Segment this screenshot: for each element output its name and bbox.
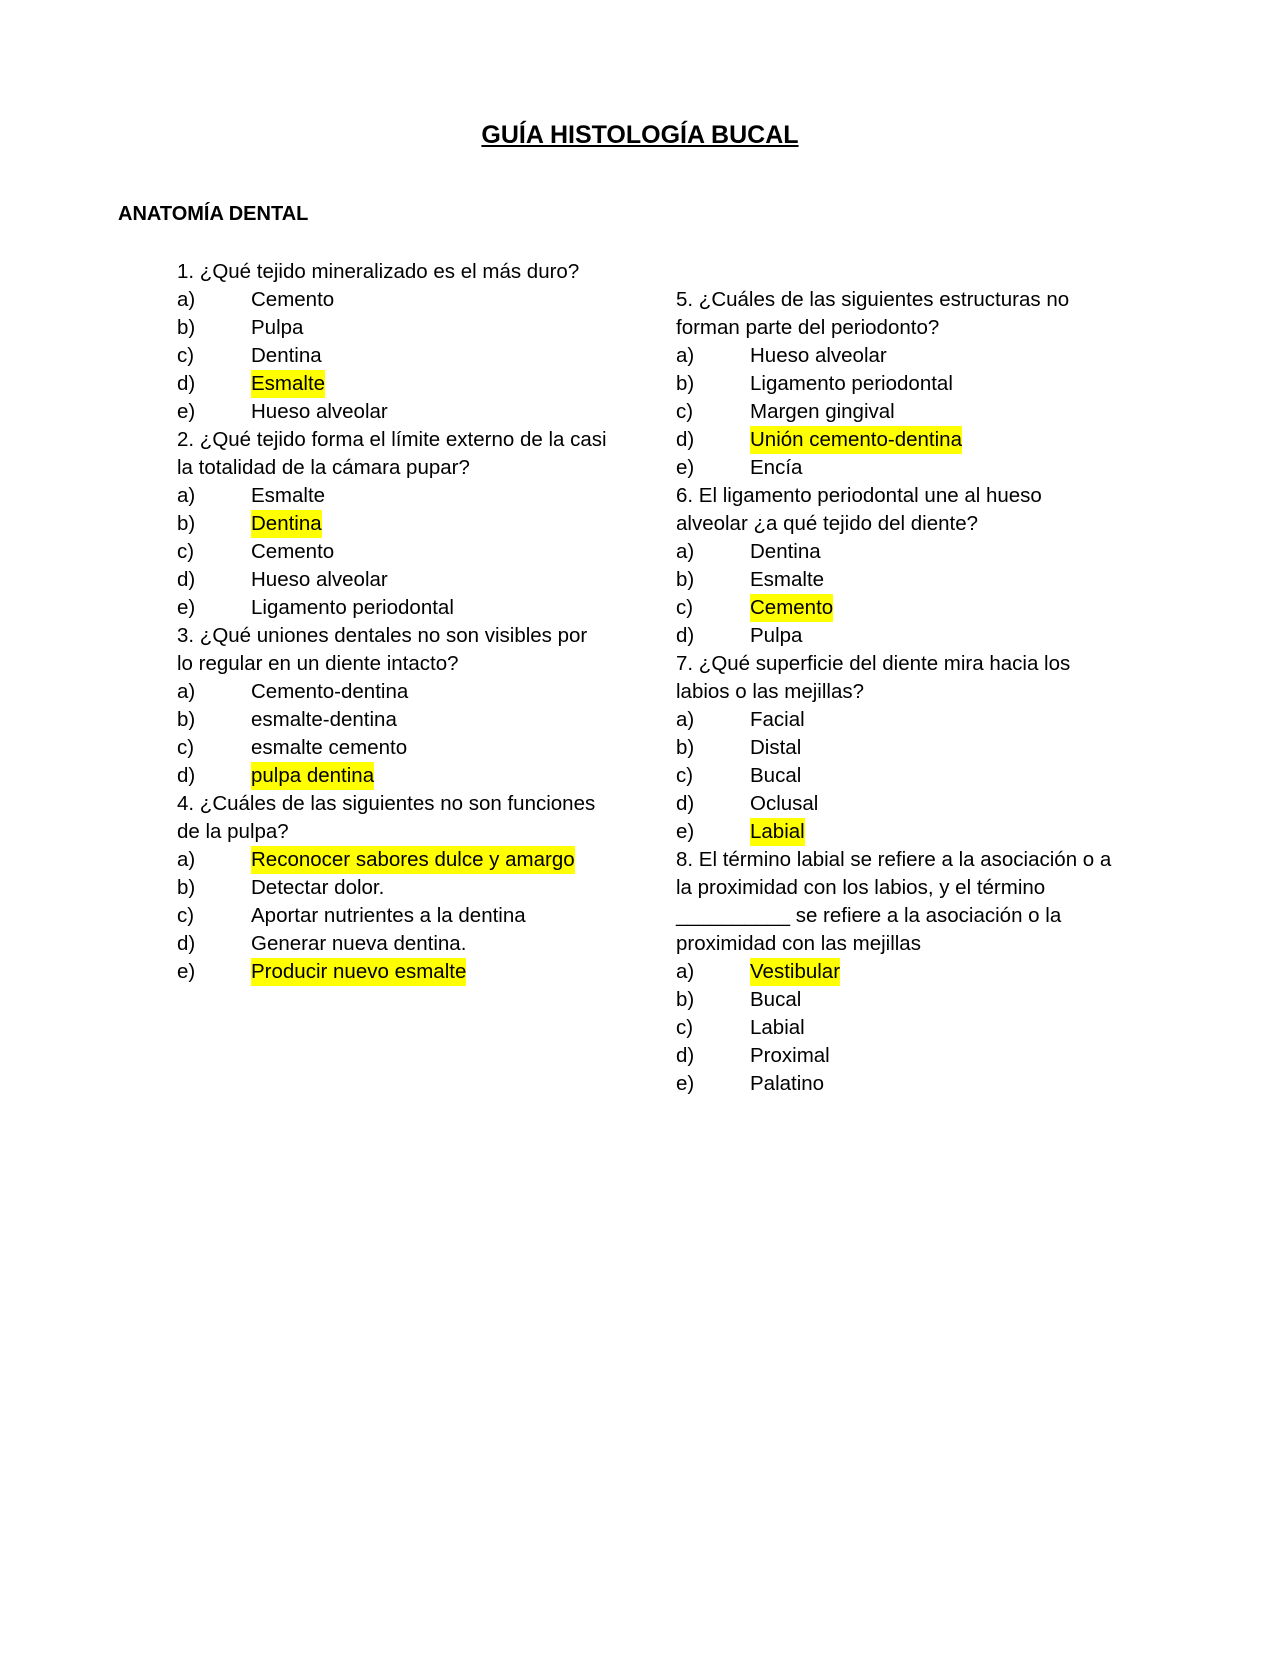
answer-option — [676, 538, 1116, 566]
answer-option — [177, 678, 607, 706]
option-letter: b) — [676, 988, 695, 1011]
answer-options — [676, 958, 1116, 1098]
option-letter: b) — [177, 708, 196, 731]
option-letter: d) — [177, 568, 196, 591]
option-text: Cemento — [251, 540, 335, 563]
answer-option — [177, 930, 607, 958]
question-text: 4. ¿Cuáles de las siguientes no son funciones de la pulpa? — [177, 792, 596, 843]
option-letter: d) — [676, 624, 695, 647]
option-text: Margen gingival — [750, 400, 895, 423]
option-letter: a) — [676, 960, 695, 983]
option-text: Generar nueva dentina. — [251, 932, 467, 955]
answer-option — [177, 762, 607, 790]
option-letter: b) — [177, 876, 196, 899]
option-text: Bucal — [750, 764, 802, 787]
option-letter: b) — [676, 568, 695, 591]
answer-option — [676, 734, 1116, 762]
question-text: 7. ¿Qué superficie del diente mira hacia los labios o las mejillas? — [676, 652, 1071, 703]
option-letter: b) — [177, 512, 196, 535]
option-text: Proximal — [750, 1044, 830, 1067]
answer-option — [177, 734, 607, 762]
option-text: Palatino — [750, 1072, 825, 1095]
option-letter: c) — [177, 904, 195, 927]
option-text: Aportar nutrientes a la dentina — [251, 904, 526, 927]
option-letter: c) — [676, 764, 694, 787]
highlighted-answer: Labial — [750, 818, 805, 846]
answer-option — [177, 510, 607, 538]
answer-option — [177, 958, 607, 986]
answer-option — [676, 398, 1116, 426]
answer-option — [177, 286, 607, 314]
option-text: Cemento — [251, 288, 335, 311]
question-text: 6. El ligamento periodontal une al hueso alveolar ¿a qué tejido del diente? — [676, 484, 1042, 535]
option-letter: b) — [177, 316, 196, 339]
option-text: Hueso alveolar — [251, 568, 388, 591]
highlighted-answer: Vestibular — [750, 958, 840, 986]
answer-option — [177, 314, 607, 342]
option-letter: a) — [676, 540, 695, 563]
answer-options — [676, 538, 1116, 650]
question — [676, 286, 1116, 482]
question-text: 8. El término labial se refiere a la asociación o a la proximidad con los labios, y el término __________ se refiere a la asociación o la proximidad con las mejillas — [676, 848, 1112, 955]
answer-options — [177, 286, 607, 426]
option-letter: d) — [177, 764, 196, 787]
option-letter: c) — [177, 344, 195, 367]
option-letter: b) — [676, 736, 695, 759]
option-letter: d) — [676, 1044, 695, 1067]
option-text: Encía — [750, 456, 803, 479]
option-letter: c) — [676, 1016, 694, 1039]
option-text: Cemento-dentina — [251, 680, 409, 703]
question — [676, 650, 1116, 846]
questions-column-right — [676, 286, 1116, 1098]
option-text: Labial — [750, 1016, 805, 1039]
highlighted-answer: pulpa dentina — [251, 762, 374, 790]
answer-options — [177, 482, 607, 622]
questions-column-left — [177, 258, 607, 986]
answer-option — [177, 342, 607, 370]
answer-option — [676, 1070, 1116, 1098]
option-letter: d) — [676, 792, 695, 815]
option-text: esmalte-dentina — [251, 708, 397, 731]
option-text: Esmalte — [750, 568, 825, 591]
highlighted-answer: Reconocer sabores dulce y amargo — [251, 846, 575, 874]
question — [676, 846, 1116, 1098]
option-letter: e) — [177, 596, 196, 619]
answer-option — [676, 790, 1116, 818]
answer-option — [177, 398, 607, 426]
answer-options — [177, 846, 607, 986]
question-text: 1. ¿Qué tejido mineralizado es el más duro? — [177, 260, 580, 283]
section-heading: ANATOMÍA DENTAL — [118, 203, 309, 225]
question-text: 2. ¿Qué tejido forma el límite externo de la casi la totalidad de la cámara pupar? — [177, 428, 607, 479]
option-text: Dentina — [251, 344, 322, 367]
answer-option — [676, 594, 1116, 622]
option-letter: a) — [676, 344, 695, 367]
option-letter: c) — [177, 736, 195, 759]
answer-options — [676, 706, 1116, 846]
answer-options — [177, 678, 607, 790]
option-text: Esmalte — [251, 484, 326, 507]
question — [177, 426, 607, 622]
highlighted-answer: Esmalte — [251, 370, 325, 398]
answer-option — [177, 594, 607, 622]
answer-option — [676, 762, 1116, 790]
option-text: esmalte cemento — [251, 736, 408, 759]
option-letter: e) — [676, 1072, 695, 1095]
option-letter: d) — [676, 428, 695, 451]
answer-option — [676, 958, 1116, 986]
answer-option — [676, 818, 1116, 846]
question-text: 5. ¿Cuáles de las siguientes estructuras no forman parte del periodonto? — [676, 288, 1070, 339]
option-letter: e) — [177, 960, 196, 983]
answer-option — [676, 566, 1116, 594]
option-letter: a) — [177, 484, 196, 507]
answer-option — [676, 986, 1116, 1014]
question — [676, 482, 1116, 650]
answer-option — [676, 1014, 1116, 1042]
option-text: Hueso alveolar — [750, 344, 887, 367]
option-text: Oclusal — [750, 792, 819, 815]
answer-option — [676, 706, 1116, 734]
option-text: Bucal — [750, 988, 802, 1011]
option-letter: e) — [177, 400, 196, 423]
option-letter: d) — [177, 932, 196, 955]
option-text: Facial — [750, 708, 805, 731]
answer-option — [676, 342, 1116, 370]
answer-options — [676, 342, 1116, 482]
answer-option — [177, 482, 607, 510]
option-letter: d) — [177, 372, 196, 395]
option-letter: e) — [676, 820, 695, 843]
answer-option — [177, 846, 607, 874]
option-letter: c) — [676, 596, 694, 619]
option-text: Detectar dolor. — [251, 876, 385, 899]
answer-option — [177, 874, 607, 902]
option-letter: a) — [676, 708, 695, 731]
option-text: Pulpa — [750, 624, 803, 647]
answer-option — [676, 1042, 1116, 1070]
option-text: Distal — [750, 736, 802, 759]
option-text: Hueso alveolar — [251, 400, 388, 423]
answer-option — [676, 454, 1116, 482]
option-letter: b) — [676, 372, 695, 395]
answer-option — [177, 538, 607, 566]
answer-option — [177, 706, 607, 734]
highlighted-answer: Unión cemento-dentina — [750, 426, 962, 454]
question-text: 3. ¿Qué uniones dentales no son visibles por lo regular en un diente intacto? — [177, 624, 588, 675]
answer-option — [177, 566, 607, 594]
option-letter: a) — [177, 848, 196, 871]
option-letter: a) — [177, 288, 196, 311]
option-text: Ligamento periodontal — [750, 372, 953, 395]
answer-option — [676, 426, 1116, 454]
option-letter: e) — [676, 456, 695, 479]
question — [177, 258, 607, 426]
highlighted-answer: Producir nuevo esmalte — [251, 958, 466, 986]
question — [177, 790, 607, 986]
highlighted-answer: Dentina — [251, 510, 322, 538]
option-letter: c) — [676, 400, 694, 423]
option-text: Dentina — [750, 540, 821, 563]
document-title: GUÍA HISTOLOGÍA BUCAL — [481, 121, 799, 149]
option-letter: c) — [177, 540, 195, 563]
answer-option — [177, 902, 607, 930]
option-text: Ligamento periodontal — [251, 596, 454, 619]
answer-option — [177, 370, 607, 398]
answer-option — [676, 622, 1116, 650]
question — [177, 622, 607, 790]
answer-option — [676, 370, 1116, 398]
option-text: Pulpa — [251, 316, 304, 339]
highlighted-answer: Cemento — [750, 594, 833, 622]
option-letter: a) — [177, 680, 196, 703]
